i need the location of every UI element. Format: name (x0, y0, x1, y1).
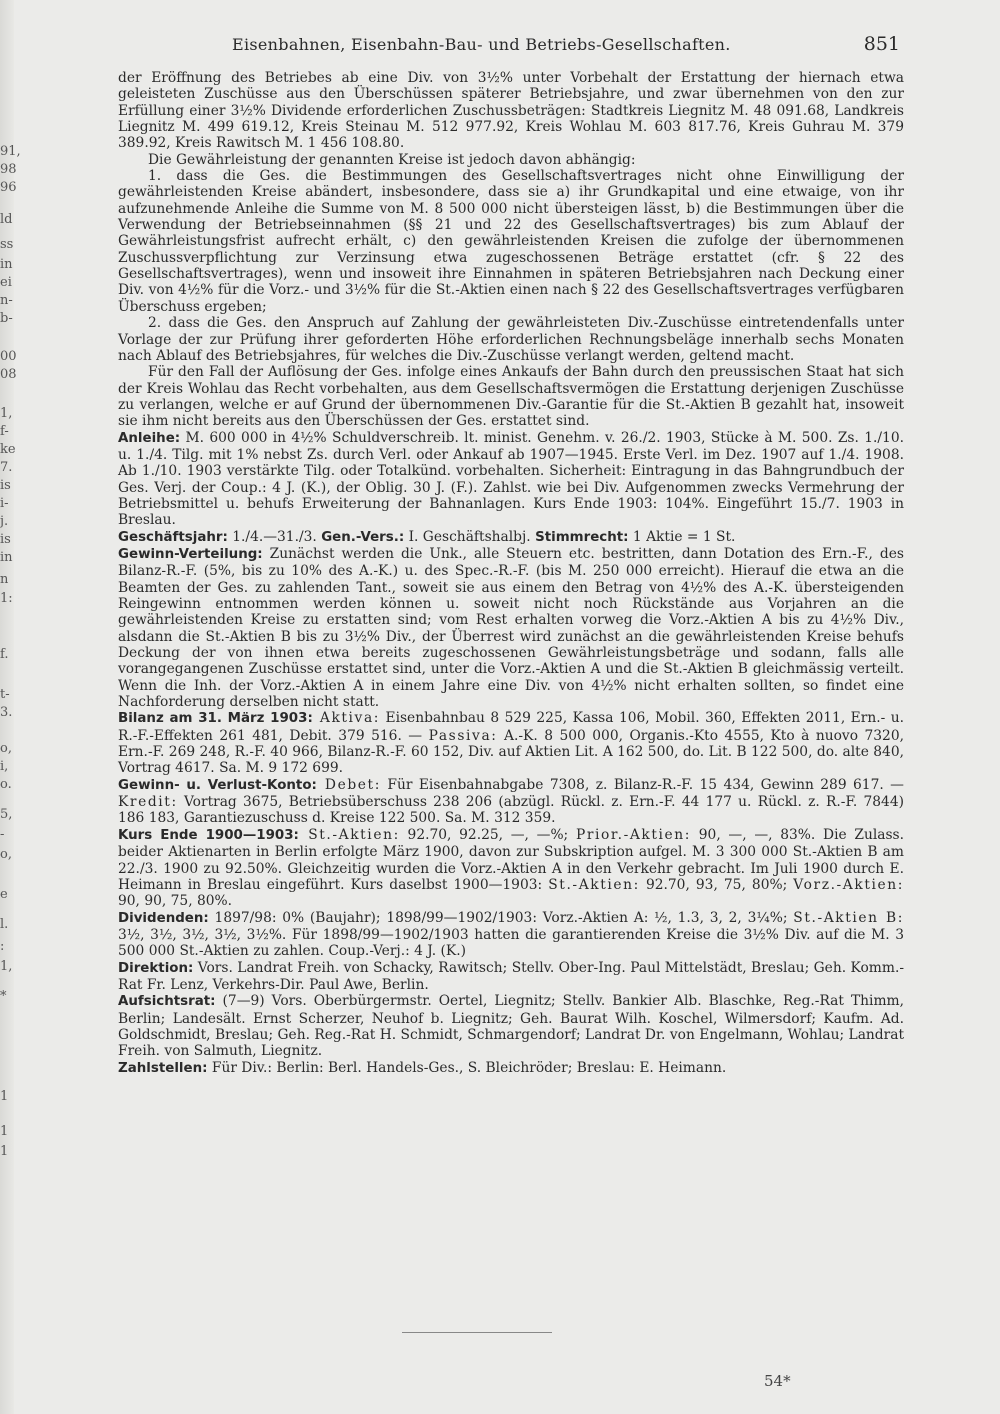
section-heading: Gewinn- u. Verlust-Konto: (118, 777, 317, 793)
section-heading: Bilanz am 31. März 1903: (118, 711, 313, 727)
section-text: 90, —, —, 83%. Die Zulass. beider Aktienarten in Berlin erfolgte März 1900, davon zur Subskription aufgel. M. 3 300 000 St.-Aktien B am 22./3. 1900 zu 92.50%. Gleichzeitig wurden die Vorz.-Aktien A in den Verkehr gebracht. Im Juli 1900 durch E. Heimann in Breslau eingeführt. Kurs daselbst 1900—1903: (118, 826, 905, 893)
gutter-fragment: * (0, 989, 7, 1004)
sheet-signature: 54* (764, 1372, 791, 1390)
page-number: 851 (863, 33, 900, 55)
gutter-fragment: o, (0, 741, 12, 756)
section-text: Für Eisenbahnabgabe 7308, z. Bilanz-R.-F. 15 434, Gewinn 289 617. — (380, 776, 904, 793)
running-title: Eisenbahnen, Eisenbahn-Bau- und Betriebs-Gesellschaften. (232, 35, 731, 54)
subsection-label: St.-Aktien: (298, 826, 400, 843)
subsection-label: Passiva: (428, 727, 498, 744)
section-heading: Aufsichtsrat: (118, 994, 216, 1010)
gutter-fragment: 7. (0, 460, 13, 475)
gutter-fragment: 91, (0, 144, 21, 159)
gutter-fragment: 5, (0, 807, 13, 822)
subsection-label: St.-Aktien: (548, 876, 640, 893)
section-text: 1./4.—31./3. (227, 528, 322, 545)
gutter-fragment: 08 (0, 367, 17, 382)
section-entry (118, 993, 904, 1059)
subsection-label: Aktiva: (312, 710, 381, 727)
gutter-fragment: 1 (0, 1089, 9, 1104)
section-heading: Dividenden: (118, 910, 209, 926)
gutter-fragment: i- (0, 496, 9, 511)
section-entry (118, 1060, 904, 1077)
section-text: Für Div.: Berlin: Berl. Handels-Ges., S. Bleichröder; Breslau: E. Heimann. (207, 1059, 727, 1076)
gutter-fragment: o, (0, 847, 12, 862)
gutter-fragment: 1: (0, 591, 13, 606)
section-text: 1 Aktie = 1 St. (628, 528, 736, 545)
section-heading: Gen.-Vers.: (321, 529, 405, 545)
gutter-fragment: 1 (0, 1124, 9, 1139)
subsection-label: Debet: (316, 776, 381, 793)
gutter-fragment: ld (0, 212, 13, 227)
paragraph: Für den Fall der Auflösung der Ges. infolge eines Ankaufs der Bahn durch den preussischen Staat hat sich der Kreis Wohlau das Recht vorbehalten, aus dem Gesellschaftsvermögen die Erstattung derjenigen Zuschüsse zu verlangen, welche er auf Grund der übernommenen Div.-Garantie für die St.-Aktien B gezahlt hat, insoweit sie ihm nicht bereits aus den Überschüssen der Ges. erstattet sind. (118, 364, 904, 430)
section-heading: Anleihe: (118, 430, 181, 446)
section-text: 1897/98: 0% (Baujahr); 1898/99—1902/1903: Vorz.-Aktien A: ½, 1.3, 3, 2, 3¼%; (208, 909, 794, 926)
section-entry (118, 777, 904, 827)
running-head (120, 33, 900, 57)
section-text: A.-K. 8 500 000, Organis.-Kto 4555, Kto à nuovo 7320, Ern.-F. 269 248, R.-F. 40 966, Bilanz-R.-F. 60 152, Div. auf Aktien Lit. A 162 500, do. Lit. B 122 500, do. alte 840, Vortrag 4617. Sa. M. 9 172 699. (118, 727, 905, 777)
section-text: Vortrag 3675, Betriebsüberschuss 238 206 (abzügl. Rückl. z. Ern.-F. 44 177 u. Rückl. z. R.-F. 7844) 186 183, Garantiezuschuss d. Kreise 122 500. Sa. M. 312 359. (118, 794, 904, 827)
section-text: Eisenbahnbau 8 529 225, Kassa 106, Mobil. 360, Effekten 2011, Ern.- u. R.-F.-Effekten 261 481, Debit. 379 516. — (118, 710, 905, 744)
section-heading: Kurs Ende 1900—1903: (118, 827, 299, 843)
gutter-fragment: 1, (0, 406, 13, 421)
subsection-label: St.-Aktien B: (793, 909, 904, 926)
gutter-fragment: j. (0, 514, 9, 529)
section-heading: Geschäftsjahr: (118, 529, 228, 545)
section-text: 90, 90, 75, 80%. (118, 893, 233, 910)
gutter-fragment: is (0, 532, 11, 547)
section-entry (118, 910, 904, 960)
gutter-fragment: : (0, 939, 5, 954)
section-entry (118, 960, 904, 994)
gutter-fragment: n (0, 572, 9, 587)
gutter-fragment: ei (0, 275, 12, 290)
section-entry (118, 529, 904, 546)
gutter-fragment: 1, (0, 959, 13, 974)
paragraph: 1. dass die Ges. die Bestimmungen des Gesellschaftsvertrages nicht ohne Einwilligung der gewährleistenden Kreise abändert, insbesondere, dass sie a) ihr Grundkapital und eine etwaige, von ihr aufzunehmende Anleihe die Summe von M. 8 500 000 nicht übersteigen lässt, b) die Bestimmungen über die Verwendung der Betriebseinnahmen (§§ 21 und 22 des Gesellschaftsvertrages) bis zum Ablauf der Gewährleistungsfrist aufrecht erhält, c) den gewährleistenden Kreisen die zufolge der übernommenen Zuschussverpflichtung zur Verzinsung etwa zugeschossenen Beträge erstattet (cfr. § 22 des Gesellschaftsvertrages), wenn und insoweit ihre Einnahmen in späteren Betriebsjahren nach Deckung einer Div. von 4½% für die Vorz.- und 3½% für die St.-Aktien einen nach § 22 des Gesellschaftsvertrages verfügbaren Überschuss ergeben; (118, 168, 904, 315)
gutter-fragment: e (0, 887, 8, 902)
gutter-fragment: 3. (0, 705, 13, 720)
section-text: M. 600 000 in 4½% Schuldverschreib. lt. minist. Genehm. v. 26./2. 1903, Stücke à M. 500. Zs. 1./10. u. 1./4. Tilg. mit 1% nebst Zs. durch Verl. oder Ankauf ab 1907—1945. Erste Verl. im Dez. 1907 auf 1./4. 1908. Ab 1./10. 1903 verstärkte Tilg. oder Totalkünd. vorbehalten. Sicherheit: Eintragung in das Bahngrundbuch der Ges. Verj. der Coup.: 4 J. (K.), der Oblig. 30 J. (F.). Zahlst. wie bei Div. Aufgenommen zwecks Vermehrung der Betriebsmittel u. behufs Erweiterung der Bahnanlagen. Kurs Ende 1903: 104%. Eingeführt 15./7. 1903 in Breslau. (118, 429, 904, 529)
section-text: I. Geschäftshalbj. (404, 528, 536, 545)
gutter-fragment: is (0, 478, 11, 493)
section-entry (118, 546, 904, 710)
section-text: (7—9) Vors. Oberbürgermstr. Oertel, Liegnitz; Stellv. Bankier Alb. Blaschke, Reg.-Rat Thimm, Berlin; Landesält. Ernst Scherzer, Neuhof b. Liegnitz; Geh. Baurat Wilh. Koschel, Wilmersdorf; Kaufm. Ad. Goldschmidt, Breslau; Geh. Reg.-Rat H. Schmidt, Schmargendorf; Landrat Dr. von Engelmann, Wohlau; Landrat Freih. von Salmuth, Liegnitz. (118, 993, 904, 1060)
gutter-fragment: ss (0, 237, 14, 252)
gutter-fragment: 96 (0, 180, 17, 195)
gutter-fragment: 1 (0, 1144, 9, 1159)
gutter-fragment: b- (0, 311, 13, 326)
section-text: 3½, 3½, 3½, 3½, 3½%. Für 1898/99—1902/1903 hatten die garantierenden Kreise die 3½% Div. auf die M. 3 500 000 St.-Aktien zu zahlen. Coup.-Verj.: 4 J. (K.) (118, 926, 904, 960)
gutter-fragment: i, (0, 759, 9, 774)
section-entry (118, 827, 904, 910)
gutter-fragment: o. (0, 777, 12, 792)
section-text: 92.70, 93, 75, 80%; (639, 876, 794, 893)
section-text: Zunächst werden die Unk., alle Steuern etc. bestritten, dann Dotation des Ern.-F., des Bilanz-R.-F. (5%, bis zu 10% des A.-K.) u. des Spec.-R.-F. (bis M. 250 000 erreicht). Hierauf die etwa an die Beamten der Ges. zu zahlenden Tant., soweit sie aus einem den Betrag von 4½% des A.-K. übersteigenden Reingewinn entnommen werden können u. soweit nicht noch Rückstände aus Vorjahren an die gewährleistenden Kreise zu erstatten sind; vom Rest erhalten vorweg die Vorz.-Aktien A bis zu 4½% Div., alsdann die St.-Aktien B bis zu 3½% Div., der Überrest wird zunächst an die gewährleistenden Kreise behufs Deckung der von ihnen etwa bereits zugeschossenen Gewährleistungsbeträge und sodann, falls alle vorangegangenen Zuschüsse erstattet sind, unter die Vorz.-Aktien A und die St.-Aktien B gleichmässig verteilt. Wenn die Inh. der Vorz.-Aktien A in einem Jahre eine Div. von 4½% nicht erhalten sollten, so findet eine Nachforderung derselben nicht statt. (118, 545, 904, 711)
paragraph: Die Gewährleistung der genannten Kreise ist jedoch davon abhängig: (148, 151, 636, 168)
section-text: Vors. Landrat Freih. von Schacky, Rawitsch; Stellv. Ober-Ing. Paul Mittelstädt, Breslau; Geh. Komm.-Rat Fr. Lenz, Verkehrs-Dir. Paul Awe, Berlin. (118, 959, 904, 993)
footer-rule (402, 1332, 552, 1333)
gutter-fragment: f- (0, 424, 9, 439)
gutter-fragment: l. (0, 917, 9, 932)
body-text (118, 70, 904, 1077)
gutter-fragment: ke (0, 442, 16, 457)
gutter-fragment: - (0, 827, 5, 842)
subsection-label: Kredit: (118, 794, 178, 811)
section-entry (118, 430, 904, 529)
gutter-fragment: f. (0, 647, 9, 662)
section-entry (118, 710, 904, 776)
section-heading: Gewinn-Verteilung: (118, 546, 263, 562)
section-heading: Direktion: (118, 960, 194, 976)
section-heading: Zahlstellen: (118, 1060, 208, 1076)
gutter-fragment: 00 (0, 349, 17, 364)
gutter-fragment: in (0, 550, 13, 565)
paragraph: 2. dass die Ges. den Anspruch auf Zahlung der gewährleisteten Div.-Zuschüsse eintretendenfalls unter Vorlage der zur Prüfung ihrer geforderten Höhe erforderlichen Rechnungsbeläge innerhalb sechs Monaten nach Ablauf des Betriebsjahres, für welches die Div.-Zuschüsse verlangt werden, geltend macht. (118, 315, 904, 364)
section-text: 92.70, 92.25, —, —%; (399, 826, 576, 843)
subsection-label: Vorz.-Aktien: (793, 876, 904, 893)
gutter-fragment: 98 (0, 162, 17, 177)
section-heading: Stimmrecht: (535, 529, 629, 545)
gutter-fragment: in (0, 257, 13, 272)
gutter-fragment: n- (0, 293, 13, 308)
gutter-fragment: t- (0, 687, 10, 702)
paragraph: der Eröffnung des Betriebes ab eine Div. von 3½% unter Vorbehalt der Erstattung der hiernach etwa geleisteten Zuschüsse aus den Überschüssen späterer Betriebsjahre, und zwar übernehmen von den zur Erfüllung einer 3½% Dividende erforderlichen Zuschussbeträgen: Stadtkreis Liegnitz M. 48 091.68, Landkreis Liegnitz M. 499 619.12, Kreis Steinau M. 512 977.92, Kreis Wohlau M. 603 817.76, Kreis Guhrau M. 379 389.92, Kreis Rawitsch M. 1 456 108.80. (118, 70, 904, 152)
subsection-label: Prior.-Aktien: (575, 826, 692, 843)
